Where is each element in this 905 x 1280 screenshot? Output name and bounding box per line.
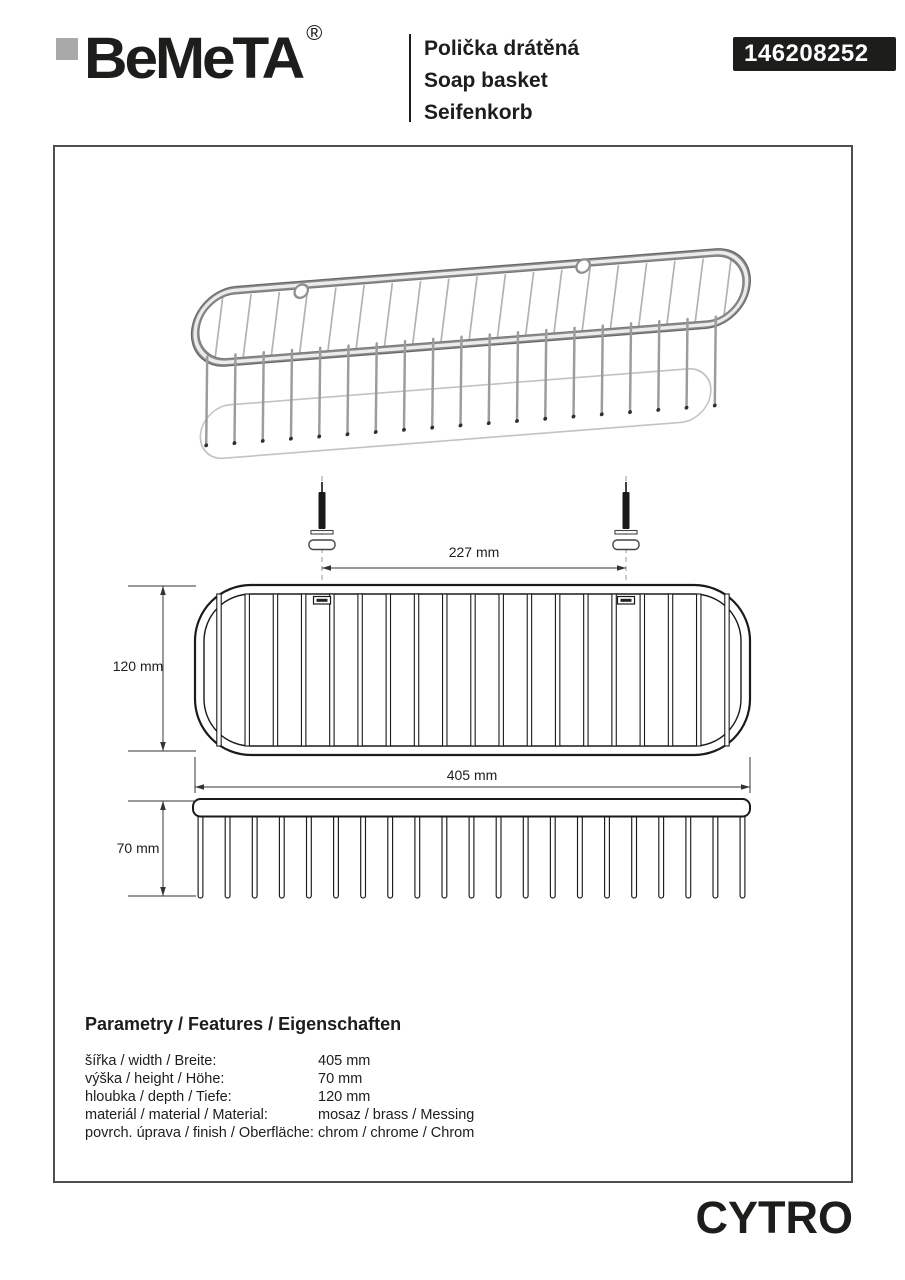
top-view bbox=[195, 585, 750, 755]
param-label: hloubka / depth / Tiefe: bbox=[85, 1089, 232, 1105]
param-value: 120 mm bbox=[318, 1089, 371, 1105]
param-value: 405 mm bbox=[318, 1053, 371, 1069]
product-name-de: Seifenkorb bbox=[424, 101, 533, 124]
brand-logo-text: BeMeTA bbox=[84, 26, 303, 91]
side-view bbox=[193, 799, 750, 898]
mounting-tab-icon bbox=[618, 597, 635, 605]
basket-front-wires bbox=[196, 316, 728, 448]
param-label: šířka / width / Breite: bbox=[85, 1053, 217, 1069]
param-label: povrch. úprava / finish / Oberfläche: bbox=[85, 1125, 314, 1141]
param-value: chrom / chrome / Chrom bbox=[318, 1125, 475, 1141]
param-row bbox=[85, 1052, 474, 1070]
param-row bbox=[85, 1106, 474, 1124]
dim-label-height: 70 mm bbox=[116, 840, 160, 856]
param-row bbox=[85, 1088, 474, 1106]
product-name-cz: Polička drátěná bbox=[424, 37, 580, 60]
dim-label-width: 405 mm bbox=[446, 767, 498, 783]
product-photo-basket bbox=[175, 246, 755, 462]
series-name: CYTRO bbox=[695, 1192, 853, 1243]
param-label: výška / height / Höhe: bbox=[85, 1071, 225, 1087]
parameters-title: Parametry / Features / Eigenschaften bbox=[85, 1014, 402, 1034]
parameters-table bbox=[85, 1052, 474, 1142]
dim-label-depth: 120 mm bbox=[112, 658, 164, 674]
registered-trademark-icon: ® bbox=[306, 22, 323, 45]
product-code-badge: 146208252 bbox=[733, 37, 896, 71]
dim-label-mount-distance: 227 mm bbox=[448, 544, 500, 560]
product-name-en: Soap basket bbox=[424, 69, 548, 92]
param-value: mosaz / brass / Messing bbox=[318, 1107, 475, 1123]
param-row bbox=[85, 1070, 474, 1088]
param-value: 70 mm bbox=[318, 1071, 363, 1087]
mounting-tab-icon bbox=[314, 597, 331, 605]
param-label: materiál / material / Material: bbox=[85, 1107, 268, 1123]
side-view-prongs bbox=[198, 813, 745, 898]
param-row bbox=[85, 1124, 474, 1142]
dimension-227 bbox=[322, 565, 626, 571]
